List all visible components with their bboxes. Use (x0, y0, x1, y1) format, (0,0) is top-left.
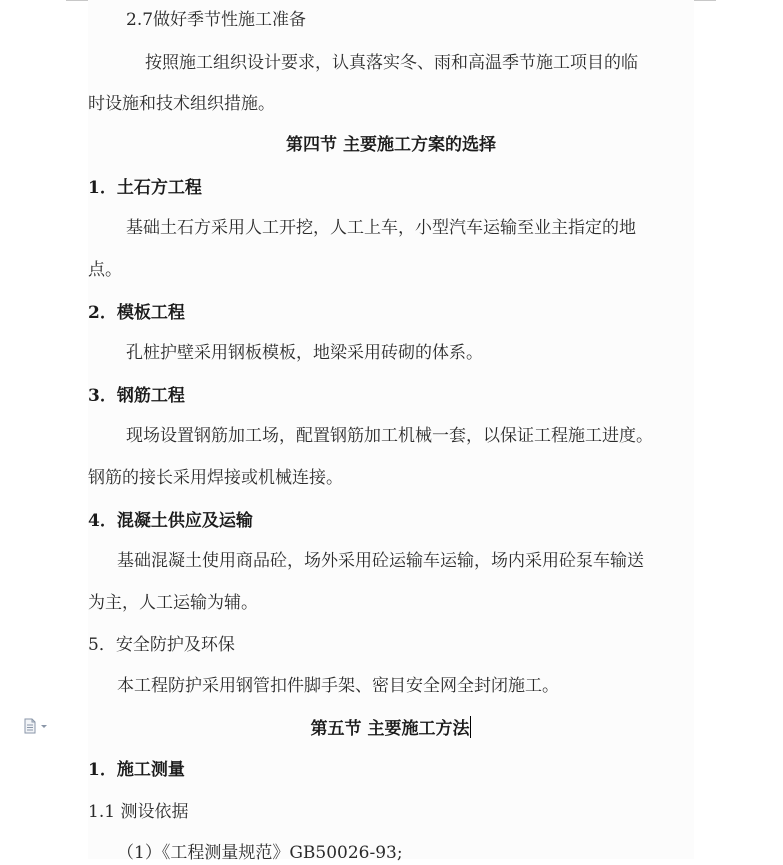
subheading-safety: 5．安全防护及环保 (88, 635, 235, 655)
paragraph-line: 按照施工组织设计要求，认真落实冬、雨和高温季节施工项目的临 (145, 53, 638, 73)
text-cursor (470, 716, 471, 738)
reference-item: （1）《工程测量规范》GB50026-93; (117, 843, 403, 863)
paragraph-line: 基础土石方采用人工开挖，人工上车，小型汽车运输至业主指定的地 (126, 218, 636, 238)
page-corner-mark-left (66, 0, 88, 1)
subheading-formwork: 2．模板工程 (88, 303, 185, 323)
section-5-title-text: 第五节 主要施工方法 (310, 719, 470, 739)
section-4-title: 第四节 主要施工方案的选择 (286, 135, 496, 155)
section-2-7-heading: 2.7做好季节性施工准备 (126, 10, 307, 30)
paragraph-line: 为主，人工运输为辅。 (88, 593, 258, 613)
paragraph-line: 孔桩护壁采用钢板模板，地梁采用砖砌的体系。 (126, 343, 483, 363)
paragraph-line: 点。 (88, 260, 122, 280)
paragraph-line: 时设施和技术组织措施。 (88, 94, 275, 114)
paragraph-line: 钢筋的接长采用焊接或机械连接。 (88, 468, 343, 488)
paragraph-line: 现场设置钢筋加工场，配置钢筋加工机械一套，以保证工程施工进度。 (126, 426, 653, 446)
section-5-title[interactable] (88, 716, 694, 741)
subheading-rebar: 3．钢筋工程 (88, 386, 185, 406)
subheading-survey: 1．施工测量 (88, 760, 185, 780)
page-corner-mark-right (694, 0, 716, 1)
paragraph-line: 基础混凝土使用商品砼，场外采用砼运输车运输，场内采用砼泵车输送 (117, 551, 644, 571)
paragraph-line: 本工程防护采用钢管扣件脚手架、密目安全网全封闭施工。 (117, 676, 559, 696)
subheading-earthwork: 1．土石方工程 (88, 178, 202, 198)
subheading-concrete: 4．混凝土供应及运输 (88, 511, 253, 531)
document-options-icon[interactable] (22, 717, 50, 735)
subheading-survey-basis: 1.1 测设依据 (88, 802, 189, 822)
